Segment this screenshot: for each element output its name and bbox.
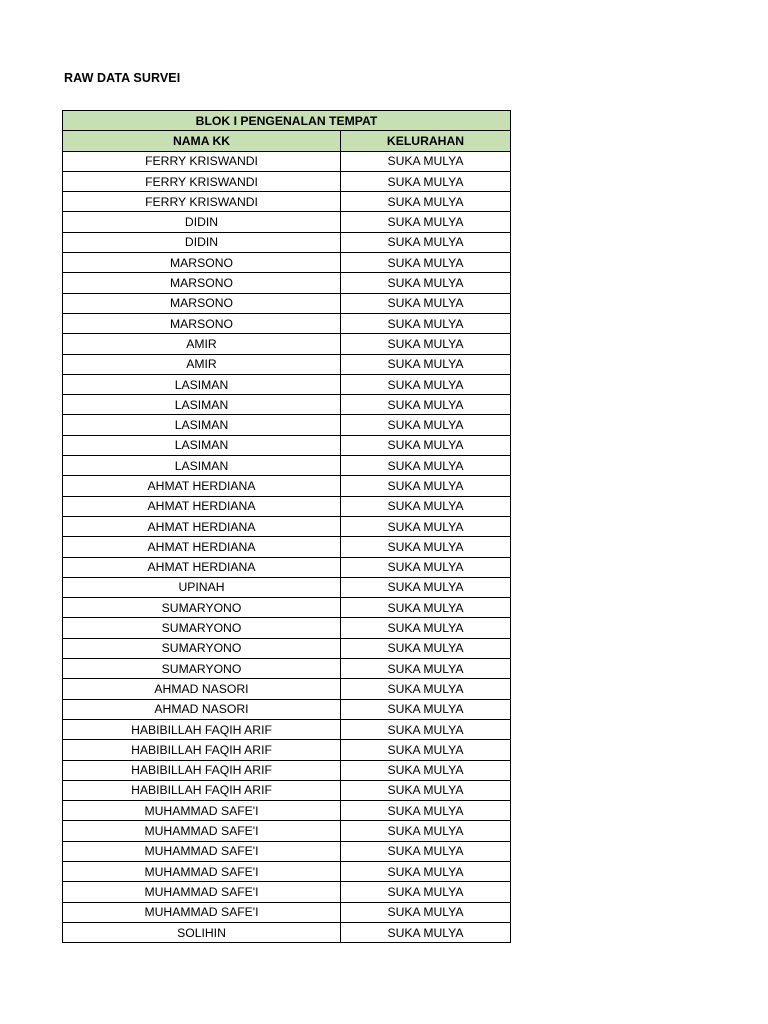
table-row xyxy=(63,922,511,942)
cell-nama-kk: MUHAMMAD SAFE'I xyxy=(63,821,341,841)
table-row xyxy=(63,171,511,191)
cell-kelurahan: SUKA MULYA xyxy=(341,760,511,780)
cell-kelurahan: SUKA MULYA xyxy=(341,557,511,577)
cell-nama-kk: MARSONO xyxy=(63,253,341,273)
cell-kelurahan: SUKA MULYA xyxy=(341,740,511,760)
cell-kelurahan: SUKA MULYA xyxy=(341,577,511,597)
cell-nama-kk: MUHAMMAD SAFE'I xyxy=(63,801,341,821)
cell-kelurahan: SUKA MULYA xyxy=(341,922,511,942)
cell-kelurahan: SUKA MULYA xyxy=(341,374,511,394)
table-row xyxy=(63,354,511,374)
cell-kelurahan: SUKA MULYA xyxy=(341,821,511,841)
table-row xyxy=(63,760,511,780)
table-row xyxy=(63,435,511,455)
table-row xyxy=(63,476,511,496)
column-header-nama-kk: NAMA KK xyxy=(63,131,341,151)
table-row xyxy=(63,313,511,333)
cell-nama-kk: MUHAMMAD SAFE'I xyxy=(63,861,341,881)
table-row xyxy=(63,780,511,800)
cell-nama-kk: SUMARYONO xyxy=(63,638,341,658)
table-row xyxy=(63,232,511,252)
cell-kelurahan: SUKA MULYA xyxy=(341,902,511,922)
table-row xyxy=(63,516,511,536)
cell-nama-kk: FERRY KRISWANDI xyxy=(63,171,341,191)
group-header: BLOK I PENGENALAN TEMPAT xyxy=(63,111,511,131)
table-row xyxy=(63,496,511,516)
cell-nama-kk: LASIMAN xyxy=(63,456,341,476)
cell-kelurahan: SUKA MULYA xyxy=(341,598,511,618)
cell-kelurahan: SUKA MULYA xyxy=(341,801,511,821)
table-row xyxy=(63,841,511,861)
cell-kelurahan: SUKA MULYA xyxy=(341,476,511,496)
cell-nama-kk: MARSONO xyxy=(63,293,341,313)
cell-kelurahan: SUKA MULYA xyxy=(341,496,511,516)
table-row xyxy=(63,293,511,313)
cell-kelurahan: SUKA MULYA xyxy=(341,415,511,435)
cell-kelurahan: SUKA MULYA xyxy=(341,171,511,191)
cell-nama-kk: AHMAT HERDIANA xyxy=(63,537,341,557)
cell-kelurahan: SUKA MULYA xyxy=(341,699,511,719)
cell-kelurahan: SUKA MULYA xyxy=(341,456,511,476)
cell-nama-kk: SUMARYONO xyxy=(63,598,341,618)
cell-nama-kk: AHMAT HERDIANA xyxy=(63,516,341,536)
table-row xyxy=(63,659,511,679)
cell-kelurahan: SUKA MULYA xyxy=(341,232,511,252)
cell-nama-kk: HABIBILLAH FAQIH ARIF xyxy=(63,740,341,760)
cell-nama-kk: FERRY KRISWANDI xyxy=(63,192,341,212)
table-row xyxy=(63,273,511,293)
page-title: RAW DATA SURVEI xyxy=(64,71,181,85)
cell-nama-kk: DIDIN xyxy=(63,212,341,232)
table-row xyxy=(63,374,511,394)
table-row xyxy=(63,192,511,212)
cell-kelurahan: SUKA MULYA xyxy=(341,334,511,354)
table-row xyxy=(63,456,511,476)
table-row xyxy=(63,882,511,902)
table-row xyxy=(63,638,511,658)
table-row xyxy=(63,598,511,618)
table-row xyxy=(63,415,511,435)
cell-nama-kk: AHMAT HERDIANA xyxy=(63,557,341,577)
cell-nama-kk: AMIR xyxy=(63,354,341,374)
cell-kelurahan: SUKA MULYA xyxy=(341,212,511,232)
cell-nama-kk: MARSONO xyxy=(63,273,341,293)
column-header-kelurahan: KELURAHAN xyxy=(341,131,511,151)
cell-kelurahan: SUKA MULYA xyxy=(341,516,511,536)
survey-table xyxy=(62,110,511,943)
cell-nama-kk: HABIBILLAH FAQIH ARIF xyxy=(63,780,341,800)
table-row xyxy=(63,557,511,577)
cell-kelurahan: SUKA MULYA xyxy=(341,618,511,638)
cell-kelurahan: SUKA MULYA xyxy=(341,719,511,739)
cell-nama-kk: FERRY KRISWANDI xyxy=(63,151,341,171)
cell-nama-kk: DIDIN xyxy=(63,232,341,252)
cell-kelurahan: SUKA MULYA xyxy=(341,192,511,212)
cell-nama-kk: AHMAT HERDIANA xyxy=(63,496,341,516)
cell-kelurahan: SUKA MULYA xyxy=(341,537,511,557)
cell-nama-kk: AHMAT HERDIANA xyxy=(63,476,341,496)
cell-nama-kk: UPINAH xyxy=(63,577,341,597)
cell-nama-kk: LASIMAN xyxy=(63,395,341,415)
table-row xyxy=(63,577,511,597)
cell-nama-kk: SOLIHIN xyxy=(63,922,341,942)
table-row xyxy=(63,334,511,354)
cell-kelurahan: SUKA MULYA xyxy=(341,273,511,293)
cell-nama-kk: LASIMAN xyxy=(63,374,341,394)
table-row xyxy=(63,395,511,415)
cell-kelurahan: SUKA MULYA xyxy=(341,151,511,171)
column-header-row xyxy=(63,131,511,151)
cell-nama-kk: AMIR xyxy=(63,334,341,354)
cell-kelurahan: SUKA MULYA xyxy=(341,253,511,273)
cell-nama-kk: HABIBILLAH FAQIH ARIF xyxy=(63,760,341,780)
cell-kelurahan: SUKA MULYA xyxy=(341,659,511,679)
table-row xyxy=(63,699,511,719)
cell-kelurahan: SUKA MULYA xyxy=(341,354,511,374)
cell-kelurahan: SUKA MULYA xyxy=(341,882,511,902)
table-row xyxy=(63,719,511,739)
cell-nama-kk: MUHAMMAD SAFE'I xyxy=(63,841,341,861)
cell-kelurahan: SUKA MULYA xyxy=(341,395,511,415)
table-row xyxy=(63,801,511,821)
cell-nama-kk: AHMAD NASORI xyxy=(63,699,341,719)
table-row xyxy=(63,537,511,557)
table-row xyxy=(63,902,511,922)
cell-nama-kk: HABIBILLAH FAQIH ARIF xyxy=(63,719,341,739)
cell-kelurahan: SUKA MULYA xyxy=(341,679,511,699)
cell-kelurahan: SUKA MULYA xyxy=(341,313,511,333)
table-row xyxy=(63,212,511,232)
cell-nama-kk: MUHAMMAD SAFE'I xyxy=(63,882,341,902)
table-row xyxy=(63,253,511,273)
cell-kelurahan: SUKA MULYA xyxy=(341,293,511,313)
cell-nama-kk: LASIMAN xyxy=(63,415,341,435)
table-row xyxy=(63,740,511,760)
cell-nama-kk: SUMARYONO xyxy=(63,618,341,638)
table-row xyxy=(63,618,511,638)
cell-kelurahan: SUKA MULYA xyxy=(341,861,511,881)
table-row xyxy=(63,861,511,881)
cell-nama-kk: MARSONO xyxy=(63,313,341,333)
cell-nama-kk: AHMAD NASORI xyxy=(63,679,341,699)
table-body xyxy=(63,151,511,943)
group-header-row xyxy=(63,111,511,131)
table-row xyxy=(63,679,511,699)
cell-nama-kk: SUMARYONO xyxy=(63,659,341,679)
cell-nama-kk: MUHAMMAD SAFE'I xyxy=(63,902,341,922)
cell-nama-kk: LASIMAN xyxy=(63,435,341,455)
table-row xyxy=(63,151,511,171)
table-row xyxy=(63,821,511,841)
cell-kelurahan: SUKA MULYA xyxy=(341,780,511,800)
cell-kelurahan: SUKA MULYA xyxy=(341,638,511,658)
cell-kelurahan: SUKA MULYA xyxy=(341,435,511,455)
cell-kelurahan: SUKA MULYA xyxy=(341,841,511,861)
